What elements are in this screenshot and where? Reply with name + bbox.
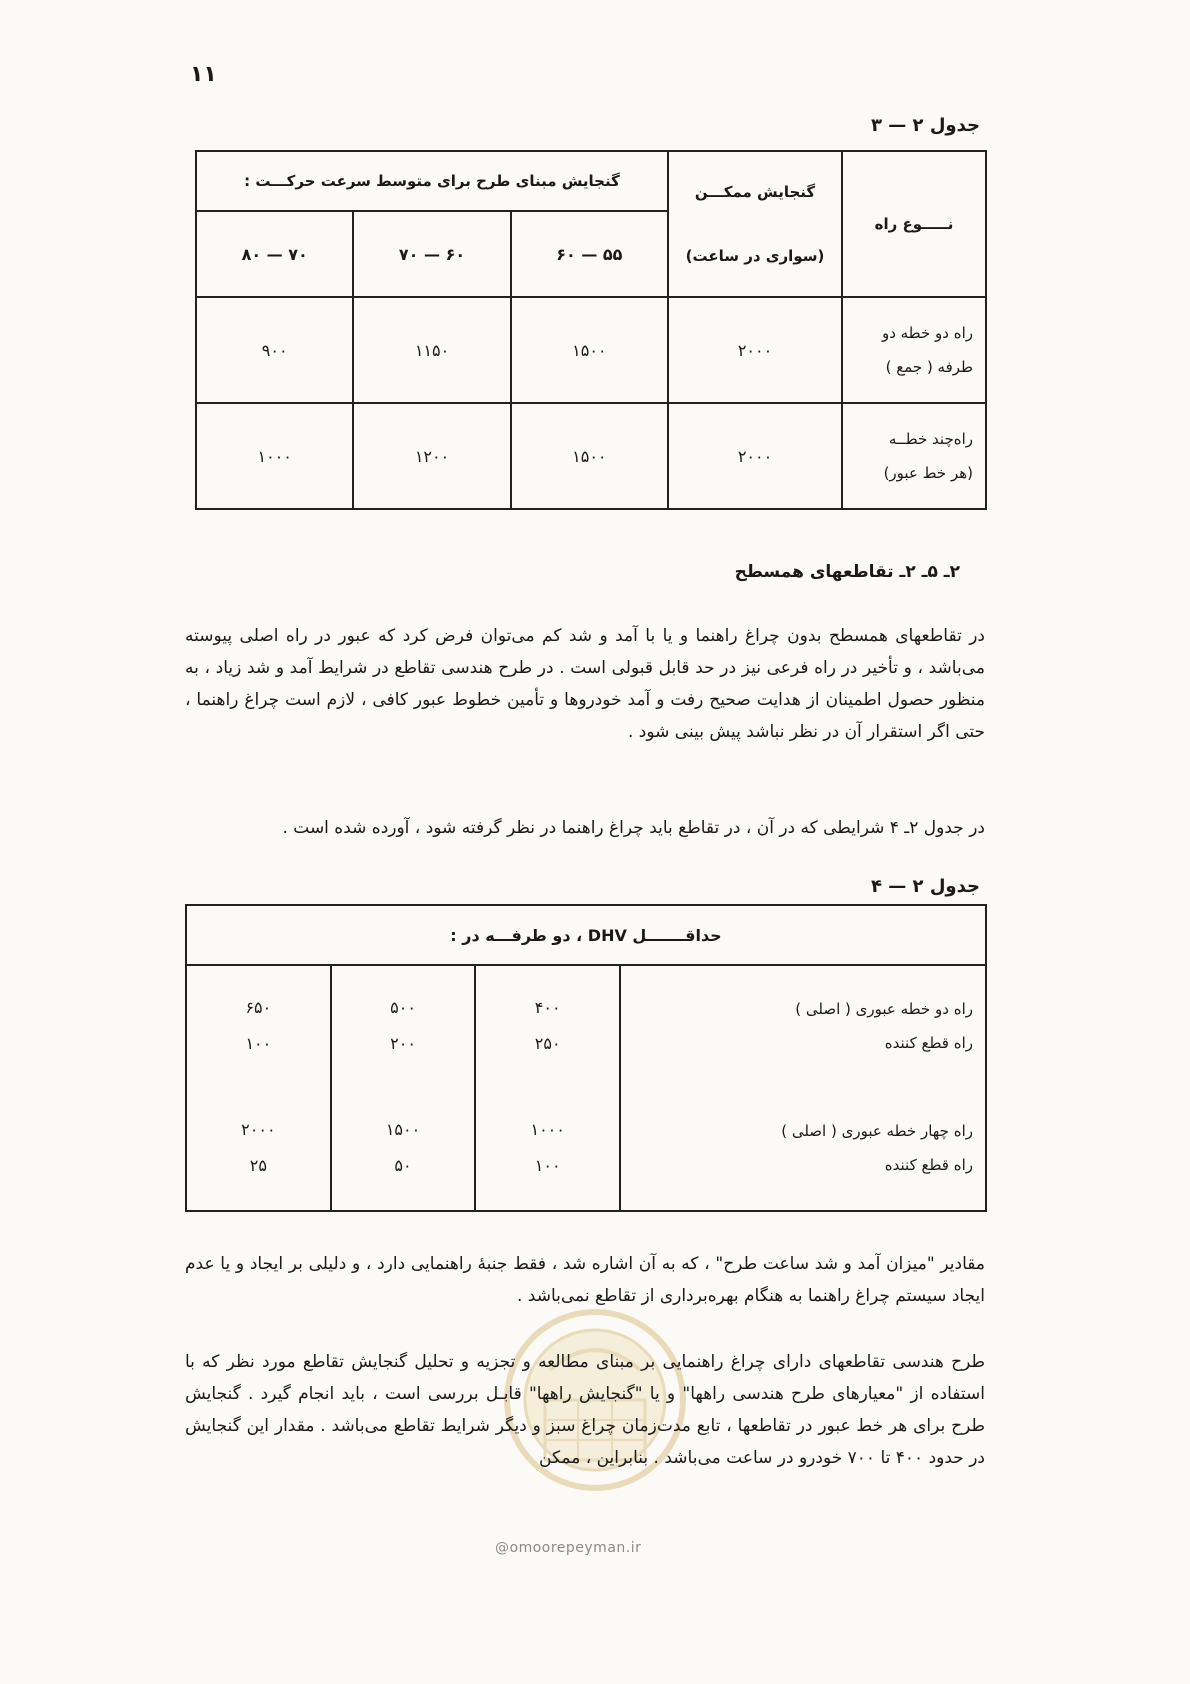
row-label-line1: راه چهار خطه عبوری ( اصلی ) [781, 1121, 973, 1140]
page-number: ۱۱ [190, 62, 217, 87]
cell-value: ۱۲۰۰ [353, 403, 510, 509]
signal-warrant-table [185, 904, 987, 1212]
cell-value-top: ۵۰۰ [390, 997, 416, 1017]
row-label-line1: راه دو خطه عبوری ( اصلی ) [795, 999, 973, 1018]
paragraph-4: طرح هندسی تقاطعهای دارای چراغ راهنمایی بر مبنای مطالعه و تجزیه و تحلیل گنجایش تقاطع مورد نظر که با استفاده از "معیارهای طرح هندسی راهها" و یا "گنجایش راهها" قابـل بررسی است ، باید انجام گیرد . گنجایش طرح برای هر خط عبور در تقاطعها ، تابع مدت‌زمان چراغ سبز و دیگر شرایط تقاطع می‌باشد . مقدار این گنجایش در حدود ۴۰۰ تا ۷۰۰ خودرو در ساعت می‌باشد . بنابراین ، ممکن [185, 1352, 985, 1468]
row-label-line1: راه‌چند خطــه [888, 430, 973, 448]
capacity-value: ۲۰۰۰ [668, 403, 842, 509]
row-label-line2: راه قطع کننده [884, 1033, 973, 1052]
row-label-line2: (هر خط عبور) [883, 464, 973, 482]
header-speed-3: ۷۰ — ۸۰ [196, 211, 353, 297]
cell-value: ۱۵۰۰ [511, 403, 668, 509]
cell-value-pair [475, 1085, 620, 1211]
row-label-line2: طرفه ( جمع ) [885, 358, 973, 376]
paragraph-1: در تقاطعهای همسطح بدون چراغ راهنما و یا با آمد و شد کم می‌توان فرض کرد که عبور در راه اصلی پیوسته می‌باشد ، و تأخیر در راه فرعی نیز در حد قابل قبولی است . در طرح هندسی تقاطع در شرایط آمد و شد زیاد ، به منظور حصول اطمینان از هدایت صحیح رفت و آمد خودروها و تأمین خطوط عبور کافی ، لازم است چراغ راهنما ، حتی اگر استقرار آن در نظر نباشد پیش بینی شود . [185, 626, 985, 742]
cell-value-bottom: ۵۰ [394, 1155, 412, 1175]
cell-value-top: ۲۰۰۰ [241, 1119, 276, 1139]
cell-value-top: ۴۰۰ [534, 997, 561, 1017]
header-road-type: نـــــوع راه [842, 151, 986, 297]
table-row [186, 965, 986, 1085]
cell-value: ۱۰۰۰ [196, 403, 353, 509]
table2-header: حداقـــــــل DHV ، دو طرفـــه در : [186, 905, 986, 965]
cell-value-bottom: ۲۵۰ [534, 1033, 561, 1053]
table2-caption: جدول ۲ — ۴ [871, 876, 980, 897]
row-label-line2: راه قطع کننده [884, 1155, 973, 1174]
cell-value-bottom: ۱۰۰ [245, 1033, 272, 1053]
cell-value-top: ۶۵۰ [245, 997, 272, 1017]
header-capacity-line2: (سواری در ساعت) [685, 247, 825, 265]
capacity-table [195, 150, 987, 510]
table1-caption: جدول ۲ — ۳ [871, 115, 980, 136]
header-design-capacity-group: گنجایش مبنای طرح برای متوسط سرعت حرکـــت : [196, 151, 668, 211]
cell-value-pair [331, 965, 476, 1085]
header-capacity-line1: گنجایش ممکـــن [694, 183, 816, 201]
section-heading: ۲ـ ۵ـ ۲ـ تقاطعهای همسطح [734, 562, 960, 582]
cell-value: ۱۵۰۰ [511, 297, 668, 403]
row-label [842, 297, 986, 403]
cell-value-pair [331, 1085, 476, 1211]
table-row [186, 1085, 986, 1211]
paragraph-3: مقادیر "میزان آمد و شد ساعت طرح" ، که به آن اشاره شد ، فقط جنبهٔ راهنمایی دارد ، و دلیلی بر ایجاد و یا عدم ایجاد سیستم چراغ راهنما به هنگام بهره‌برداری از تقاطع نمی‌باشد . [185, 1254, 985, 1306]
paragraph-2: در جدول ۲ـ ۴ شرایطی که در آن ، در تقاطع باید چراغ راهنما در نظر گرفته شود ، آورده شده است . [282, 818, 985, 838]
header-speed-1: ۵۵ — ۶۰ [511, 211, 668, 297]
table-row [196, 297, 986, 403]
row-label [620, 1085, 986, 1211]
header-speed-2: ۶۰ — ۷۰ [353, 211, 510, 297]
capacity-value: ۲۰۰۰ [668, 297, 842, 403]
row-label [842, 403, 986, 509]
cell-value: ۹۰۰ [196, 297, 353, 403]
cell-value-pair [186, 1085, 331, 1211]
header-capacity [668, 151, 842, 297]
cell-value: ۱۱۵۰ [353, 297, 510, 403]
row-label [620, 965, 986, 1085]
watermark-url: @omoorepeyman.ir [495, 1540, 642, 1556]
cell-value-bottom: ۲۵ [249, 1155, 267, 1175]
cell-value-top: ۱۵۰۰ [385, 1119, 421, 1139]
table-row [196, 403, 986, 509]
row-label-line1: راه دو خطه دو [881, 324, 973, 342]
cell-value-pair [186, 965, 331, 1085]
cell-value-bottom: ۲۰۰ [390, 1033, 416, 1053]
cell-value-top: ۱۰۰۰ [530, 1119, 565, 1139]
cell-value-pair [475, 965, 620, 1085]
cell-value-bottom: ۱۰۰ [534, 1155, 561, 1175]
